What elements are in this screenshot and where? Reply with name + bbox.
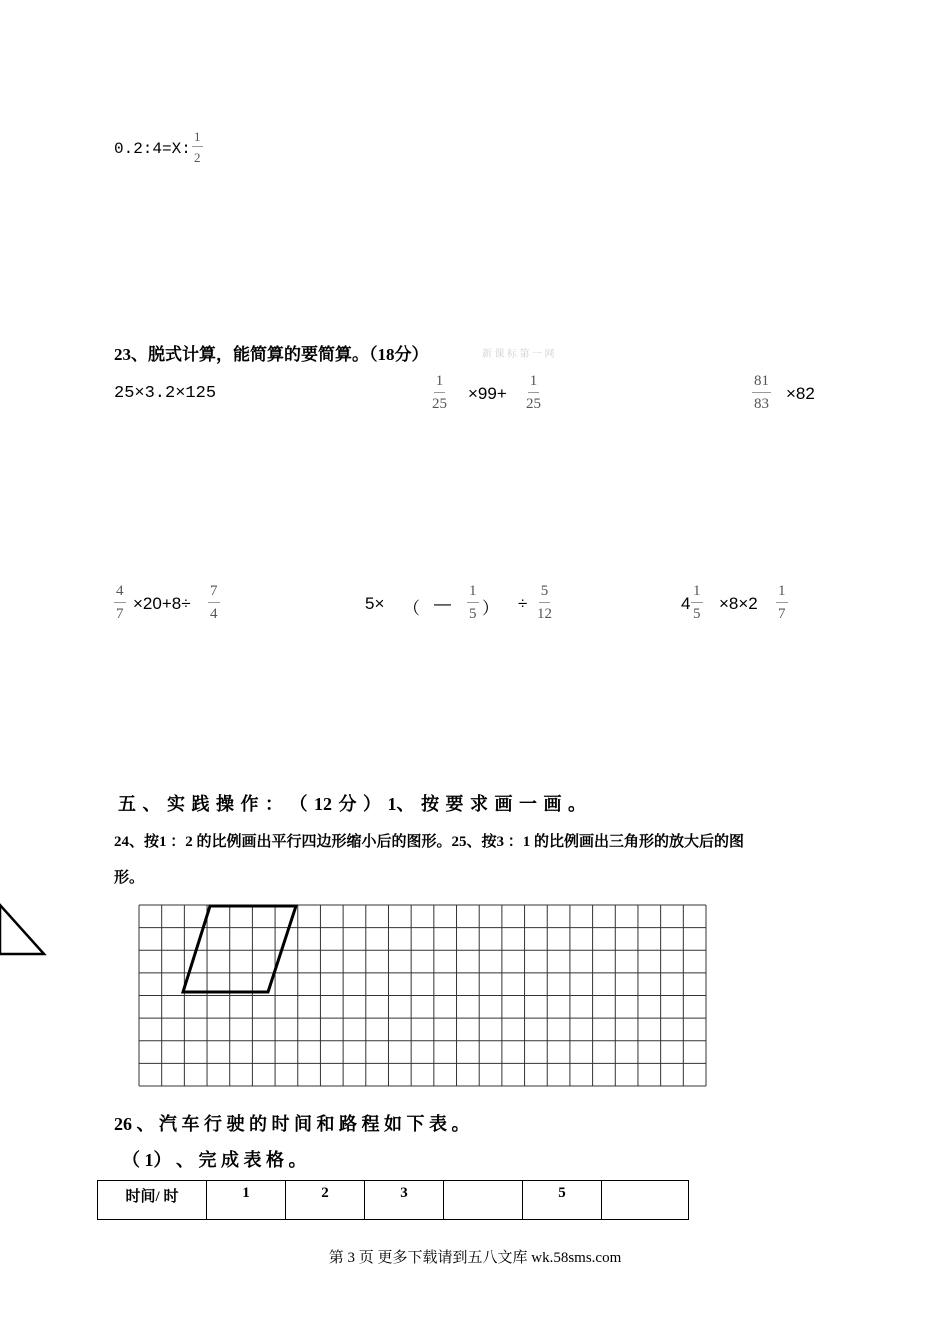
expr-5-paren-close: ） (482, 599, 499, 618)
expr-5-minus: — (434, 594, 451, 613)
fraction-denominator: 2 (194, 150, 201, 165)
expr-4-fraction-2 (208, 584, 220, 622)
expr-5-fraction-2 (537, 584, 552, 622)
triangle-figure (0, 900, 50, 960)
expr-2-fraction-2 (526, 374, 541, 412)
time-distance-table (97, 1180, 689, 1220)
fraction-numerator: 1 (192, 130, 203, 147)
expr-4-operator: ×20+8÷ (133, 594, 191, 613)
fraction-denominator: 5 (469, 606, 477, 622)
fraction-numerator: 7 (208, 584, 220, 603)
fraction-denominator: 4 (210, 606, 218, 622)
expr-6-fraction-1 (691, 584, 703, 622)
fraction-denominator: 12 (537, 606, 552, 622)
fraction-numerator: 1 (434, 374, 446, 393)
expr-3-tail: ×82 (786, 384, 815, 403)
fraction-denominator: 7 (116, 606, 124, 622)
expr-4-fraction-1 (114, 584, 126, 622)
fraction-denominator: 83 (754, 396, 769, 412)
table-cell: 2 (286, 1181, 365, 1220)
expr-3-fraction (752, 374, 771, 412)
table-row (98, 1181, 689, 1220)
fraction-numerator: 4 (114, 584, 126, 603)
table-cell-header: 时间/ 时 (98, 1181, 207, 1220)
table-cell-blank (444, 1181, 523, 1220)
q23-title: 23、脱式计算，能简算的要简算。（18分） (114, 345, 429, 364)
fraction-denominator: 25 (526, 396, 541, 412)
fraction-denominator: 5 (693, 606, 701, 622)
section-5-heading: 五 、 实 践 操 作 ： （ 12 分 ） 1、 按 要 求 画 一 画 。 (118, 794, 586, 814)
expr-2-operator: ×99+ (468, 384, 507, 403)
parallelogram-figure (183, 906, 296, 992)
expr-5-fraction-1 (467, 584, 479, 622)
fraction-numerator: 5 (539, 584, 551, 603)
expr-5-divide: ÷ (518, 594, 528, 613)
expr-6-fraction-2 (776, 584, 788, 622)
fraction-numerator: 1 (467, 584, 479, 603)
fraction-denominator: 7 (778, 606, 786, 622)
table-cell-blank (602, 1181, 689, 1220)
proportion-text: 0.2:4=X: (114, 140, 191, 158)
expr-2-fraction-1 (432, 374, 447, 412)
q26-title: 26 、 汽 车 行 驶 的 时 间 和 路 程 如 下 表 。 (114, 1114, 470, 1134)
table-cell: 5 (523, 1181, 602, 1220)
expr-6-whole: 4 (681, 594, 691, 613)
fraction-denominator: 25 (432, 396, 447, 412)
drawing-grid (138, 904, 708, 1088)
expr-5-head: 5× (365, 594, 385, 613)
q24-25-text-line-1: 24、按1 ：2 的比例画出平行四边形缩小后的图形。25、按3 ：1 的比例画出三角形的放大后的图 (114, 834, 745, 850)
q24-25-text-line-2: 形。 (114, 870, 145, 886)
fraction-numerator: 1 (528, 374, 540, 393)
expr-6-operator: ×8×2 (719, 594, 758, 613)
table-cell: 3 (365, 1181, 444, 1220)
expr-1: 25×3.2×125 (114, 384, 217, 403)
page-footer: 第 3 页 更多下载请到五八文库 wk.58sms.com (328, 1250, 622, 1266)
fraction-numerator: 1 (776, 584, 788, 603)
watermark: 新 课 标 第 一 网 (482, 349, 555, 360)
table-cell: 1 (207, 1181, 286, 1220)
expr-5-paren-open: （ (403, 599, 420, 618)
fraction-numerator: 1 (691, 584, 703, 603)
proportion-fraction (192, 130, 203, 164)
q26-subquestion: （ 1） 、 完 成 表 格 。 (122, 1150, 307, 1170)
fraction-numerator: 81 (752, 374, 771, 393)
